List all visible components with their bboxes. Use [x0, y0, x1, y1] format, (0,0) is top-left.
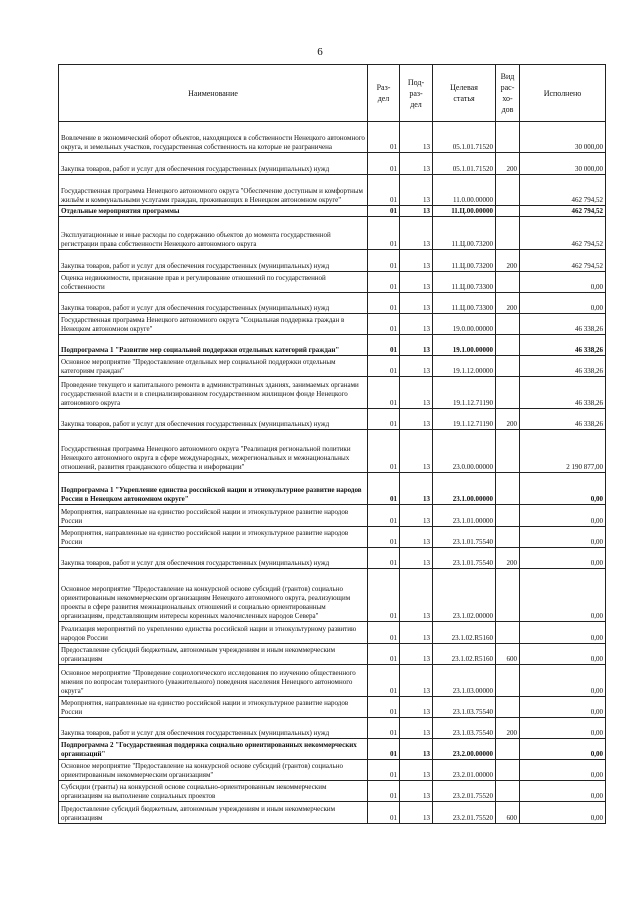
cell-celevaya: 11.Ц.00.00000 [433, 206, 496, 217]
cell-celevaya: 23.1.03.75540 [433, 718, 496, 739]
cell-podrazdel: 13 [400, 665, 433, 697]
cell-vid: 200 [496, 409, 520, 430]
page-number: 6 [317, 46, 323, 58]
cell-podrazdel: 13 [400, 473, 433, 505]
cell-vid [496, 356, 520, 377]
cell-ispolneno: 46 338,26 [520, 409, 606, 430]
cell-vid: 600 [496, 644, 520, 665]
cell-podrazdel: 13 [400, 430, 433, 473]
table-header-row [59, 65, 606, 122]
cell-name: Закупка товаров, работ и услуг для обеспечения государственных (муниципальных) нужд [59, 153, 368, 175]
cell-celevaya: 23.2.01.00000 [433, 760, 496, 781]
cell-vid: 200 [496, 293, 520, 314]
cell-celevaya: 11.0.00.00000 [433, 175, 496, 206]
cell-name: Закупка товаров, работ и услуг для обеспечения государственных (муниципальных) нужд [59, 409, 368, 430]
cell-celevaya: 11.Ц.00.73200 [433, 217, 496, 250]
table-row [59, 473, 606, 505]
table-row [59, 760, 606, 781]
cell-podrazdel: 13 [400, 548, 433, 569]
cell-celevaya: 23.1.00.00000 [433, 473, 496, 505]
cell-name: Мероприятия, направленные на единство российской нации и этнокультурное развитие народов России [59, 527, 368, 548]
cell-podrazdel: 13 [400, 697, 433, 718]
cell-podrazdel: 13 [400, 153, 433, 175]
table-row [59, 802, 606, 824]
cell-name: Вовлечение в экономический оборот объектов, находящихся в собственности Ненецкого автономного округа, и земельных участков, государственная собственность на которые не разграничена [59, 122, 368, 153]
table-row [59, 697, 606, 718]
table-row [59, 644, 606, 665]
cell-ispolneno: 0,00 [520, 697, 606, 718]
cell-podrazdel: 13 [400, 217, 433, 250]
cell-podrazdel: 13 [400, 272, 433, 293]
cell-vid: 200 [496, 153, 520, 175]
cell-ispolneno: 0,00 [520, 293, 606, 314]
table-row [59, 548, 606, 569]
cell-celevaya: 11.Ц.00.73200 [433, 250, 496, 272]
cell-vid [496, 377, 520, 409]
cell-celevaya: 11.Ц.00.73300 [433, 293, 496, 314]
cell-razdel: 01 [368, 548, 400, 569]
cell-celevaya: 23.1.03.00000 [433, 665, 496, 697]
cell-celevaya: 19.1.12.71190 [433, 409, 496, 430]
cell-razdel: 01 [368, 781, 400, 802]
cell-ispolneno: 46 338,26 [520, 314, 606, 335]
table-row [59, 217, 606, 250]
cell-ispolneno: 0,00 [520, 527, 606, 548]
cell-name: Реализация мероприятий по укреплению единства российской нации и этнокультурному развитию народов России [59, 622, 368, 644]
cell-podrazdel: 13 [400, 760, 433, 781]
cell-name: Государственная программа Ненецкого автономного округа "Социальная поддержка граждан в Ненецком автономном округе" [59, 314, 368, 335]
cell-vid [496, 430, 520, 473]
cell-name: Закупка товаров, работ и услуг для обеспечения государственных (муниципальных) нужд [59, 548, 368, 569]
cell-podrazdel: 13 [400, 293, 433, 314]
cell-podrazdel: 13 [400, 569, 433, 622]
cell-razdel: 01 [368, 622, 400, 644]
cell-ispolneno: 0,00 [520, 272, 606, 293]
cell-podrazdel: 13 [400, 527, 433, 548]
cell-name: Закупка товаров, работ и услуг для обеспечения государственных (муниципальных) нужд [59, 293, 368, 314]
cell-podrazdel: 13 [400, 644, 433, 665]
table-row [59, 739, 606, 760]
cell-razdel: 01 [368, 569, 400, 622]
cell-celevaya: 23.1.02.R5160 [433, 644, 496, 665]
cell-razdel: 01 [368, 473, 400, 505]
cell-ispolneno: 2 190 877,00 [520, 430, 606, 473]
table-row [59, 153, 606, 175]
cell-podrazdel: 13 [400, 314, 433, 335]
cell-celevaya: 19.1.00.00000 [433, 335, 496, 356]
cell-podrazdel: 13 [400, 718, 433, 739]
cell-celevaya: 23.0.00.00000 [433, 430, 496, 473]
cell-name: Государственная программа Ненецкого автономного округа "Обеспечение доступным и комфортным жильём и коммунальными услугами граждан, проживающих в Ненецком автономном округе" [59, 175, 368, 206]
cell-ispolneno: 0,00 [520, 781, 606, 802]
table-row [59, 569, 606, 622]
cell-name: Предоставление субсидий бюджетным, автономным учреждениям и иным некоммерческим организациям [59, 644, 368, 665]
cell-celevaya: 23.2.01.75520 [433, 802, 496, 824]
cell-vid [496, 527, 520, 548]
table-row [59, 122, 606, 153]
cell-ispolneno: 462 794,52 [520, 217, 606, 250]
cell-razdel: 01 [368, 293, 400, 314]
cell-razdel: 01 [368, 217, 400, 250]
cell-name: Подпрограмма 1 "Укрепление единства российской нации и этнокультурное развитие народов России в Ненецком автономном округе" [59, 473, 368, 505]
cell-name: Оценка недвижимости, признание прав и регулирование отношений по государственной собственности [59, 272, 368, 293]
cell-celevaya: 23.1.02.R5160 [433, 622, 496, 644]
cell-celevaya: 11.Ц.00.73300 [433, 272, 496, 293]
cell-vid [496, 569, 520, 622]
cell-razdel: 01 [368, 697, 400, 718]
table-row [59, 335, 606, 356]
cell-ispolneno: 0,00 [520, 548, 606, 569]
table-row [59, 409, 606, 430]
cell-podrazdel: 13 [400, 622, 433, 644]
cell-ispolneno: 462 794,52 [520, 250, 606, 272]
table-row [59, 314, 606, 335]
table-row [59, 622, 606, 644]
cell-razdel: 01 [368, 377, 400, 409]
table-body [59, 122, 606, 824]
cell-vid [496, 665, 520, 697]
cell-name: Основное мероприятие "Предоставление на конкурсной основе субсидий (грантов) социально ориентированным некоммерческим организациям Ненецкого автономного округа, реализующим проекты в сфере развития межнациональных отношений и социально ориентированным организациям, представляющим интересы коренных малочисленных народов Севера" [59, 569, 368, 622]
table-row [59, 665, 606, 697]
cell-name: Проведение текущего и капитального ремонта в административных зданиях, занимаемых органами государственной власти и в специализированном государственном жилищном фонде Ненецкого автономного округа [59, 377, 368, 409]
cell-razdel: 01 [368, 739, 400, 760]
cell-celevaya: 19.0.00.00000 [433, 314, 496, 335]
table-row [59, 505, 606, 527]
cell-name: Мероприятия, направленные на единство российской нации и этнокультурное развитие народов России [59, 505, 368, 527]
cell-name: Основное мероприятие "Предоставление на конкурсной основе субсидий (грантов) социально ориентированным некоммерческим организациям" [59, 760, 368, 781]
cell-vid [496, 175, 520, 206]
cell-name: Основное мероприятие "Проведение социологического исследования по изучению общественного мнения по вопросам толерантного (уважительного) поведения населения Ненецкого автономного округа" [59, 665, 368, 697]
cell-celevaya: 23.1.03.75540 [433, 697, 496, 718]
cell-name: Закупка товаров, работ и услуг для обеспечения государственных (муниципальных) нужд [59, 250, 368, 272]
cell-podrazdel: 13 [400, 802, 433, 824]
cell-vid [496, 781, 520, 802]
cell-razdel: 01 [368, 802, 400, 824]
table-row [59, 718, 606, 739]
header-ispolneno: Исполнено [520, 65, 606, 122]
table-row [59, 781, 606, 802]
cell-vid [496, 122, 520, 153]
cell-celevaya: 23.1.01.75540 [433, 548, 496, 569]
cell-razdel: 01 [368, 430, 400, 473]
cell-celevaya: 23.1.02.00000 [433, 569, 496, 622]
cell-vid [496, 314, 520, 335]
cell-vid [496, 217, 520, 250]
cell-razdel: 01 [368, 356, 400, 377]
cell-podrazdel: 13 [400, 206, 433, 217]
cell-celevaya: 19.1.12.00000 [433, 356, 496, 377]
cell-podrazdel: 13 [400, 409, 433, 430]
cell-podrazdel: 13 [400, 377, 433, 409]
cell-podrazdel: 13 [400, 250, 433, 272]
cell-ispolneno: 0,00 [520, 622, 606, 644]
table-row [59, 377, 606, 409]
cell-celevaya: 05.1.01.71520 [433, 122, 496, 153]
header-vid: Вид рас- хо- дов [496, 65, 520, 122]
cell-ispolneno: 46 338,26 [520, 335, 606, 356]
cell-name: Мероприятия, направленные на единство российской нации и этнокультурное развитие народов России [59, 697, 368, 718]
cell-ispolneno: 0,00 [520, 644, 606, 665]
cell-name: Субсидии (гранты) на конкурсной основе социально-ориентированным некоммерческим организациям на выполнение социальных проектов [59, 781, 368, 802]
table-row [59, 430, 606, 473]
cell-celevaya: 23.2.00.00000 [433, 739, 496, 760]
cell-celevaya: 05.1.01.71520 [433, 153, 496, 175]
cell-name: Подпрограмма 2 "Государственная поддержка социально ориентированных некоммерческих организаций" [59, 739, 368, 760]
cell-name: Закупка товаров, работ и услуг для обеспечения государственных (муниципальных) нужд [59, 718, 368, 739]
cell-ispolneno: 0,00 [520, 569, 606, 622]
cell-name: Предоставление субсидий бюджетным, автономным учреждениям и иным некоммерческим организациям [59, 802, 368, 824]
cell-razdel: 01 [368, 175, 400, 206]
table-row [59, 206, 606, 217]
cell-celevaya: 23.2.01.75520 [433, 781, 496, 802]
cell-ispolneno: 462 794,52 [520, 175, 606, 206]
cell-razdel: 01 [368, 505, 400, 527]
cell-razdel: 01 [368, 206, 400, 217]
cell-vid: 200 [496, 718, 520, 739]
cell-celevaya: 23.1.01.00000 [433, 505, 496, 527]
cell-ispolneno: 0,00 [520, 665, 606, 697]
header-razdel: Раз- дел [368, 65, 400, 122]
cell-vid [496, 505, 520, 527]
cell-ispolneno: 30 000,00 [520, 153, 606, 175]
cell-name: Отдельные мероприятия программы [59, 206, 368, 217]
cell-razdel: 01 [368, 272, 400, 293]
header-name: Наименование [59, 65, 368, 122]
cell-ispolneno: 30 000,00 [520, 122, 606, 153]
header-podrazdel: Под- раз- дел [400, 65, 433, 122]
table-row [59, 250, 606, 272]
cell-name: Государственная программа Ненецкого автономного округа "Реализация региональной политики Ненецкого автономного округа в сфере международных, межрегиональных и межнациональных отношений, развития гражданского общества и информации" [59, 430, 368, 473]
table-row [59, 356, 606, 377]
cell-podrazdel: 13 [400, 335, 433, 356]
cell-razdel: 01 [368, 409, 400, 430]
cell-vid [496, 335, 520, 356]
cell-vid: 200 [496, 250, 520, 272]
cell-vid [496, 622, 520, 644]
cell-razdel: 01 [368, 527, 400, 548]
cell-ispolneno: 46 338,26 [520, 377, 606, 409]
cell-razdel: 01 [368, 665, 400, 697]
cell-ispolneno: 46 338,26 [520, 356, 606, 377]
cell-vid [496, 206, 520, 217]
cell-celevaya: 23.1.01.75540 [433, 527, 496, 548]
cell-vid [496, 760, 520, 781]
header-celevaya: Целевая статья [433, 65, 496, 122]
table-row [59, 272, 606, 293]
cell-podrazdel: 13 [400, 356, 433, 377]
cell-razdel: 01 [368, 644, 400, 665]
cell-ispolneno: 0,00 [520, 505, 606, 527]
cell-vid: 200 [496, 548, 520, 569]
cell-vid [496, 739, 520, 760]
cell-ispolneno: 0,00 [520, 760, 606, 781]
cell-razdel: 01 [368, 718, 400, 739]
cell-razdel: 01 [368, 314, 400, 335]
cell-vid: 600 [496, 802, 520, 824]
table-row [59, 175, 606, 206]
cell-razdel: 01 [368, 250, 400, 272]
cell-ispolneno: 462 794,52 [520, 206, 606, 217]
cell-podrazdel: 13 [400, 122, 433, 153]
cell-razdel: 01 [368, 153, 400, 175]
cell-name: Основное мероприятие "Предоставление отдельных мер социальной поддержки отдельным категориям граждан" [59, 356, 368, 377]
cell-ispolneno: 0,00 [520, 718, 606, 739]
cell-name: Эксплуатационные и иные расходы по содержанию объектов до момента государственной регистрации права собственности Ненецкого автономного округа [59, 217, 368, 250]
cell-podrazdel: 13 [400, 739, 433, 760]
cell-vid [496, 697, 520, 718]
cell-podrazdel: 13 [400, 175, 433, 206]
cell-razdel: 01 [368, 335, 400, 356]
cell-ispolneno: 0,00 [520, 739, 606, 760]
cell-razdel: 01 [368, 760, 400, 781]
table-row [59, 527, 606, 548]
table-row [59, 293, 606, 314]
cell-ispolneno: 0,00 [520, 473, 606, 505]
cell-vid [496, 473, 520, 505]
cell-razdel: 01 [368, 122, 400, 153]
cell-podrazdel: 13 [400, 781, 433, 802]
cell-vid [496, 272, 520, 293]
cell-celevaya: 19.1.12.71190 [433, 377, 496, 409]
cell-podrazdel: 13 [400, 505, 433, 527]
cell-ispolneno: 0,00 [520, 802, 606, 824]
budget-table [58, 64, 606, 824]
cell-name: Подпрограмма 1 "Развитие мер социальной поддержки отдельных категорий граждан" [59, 335, 368, 356]
